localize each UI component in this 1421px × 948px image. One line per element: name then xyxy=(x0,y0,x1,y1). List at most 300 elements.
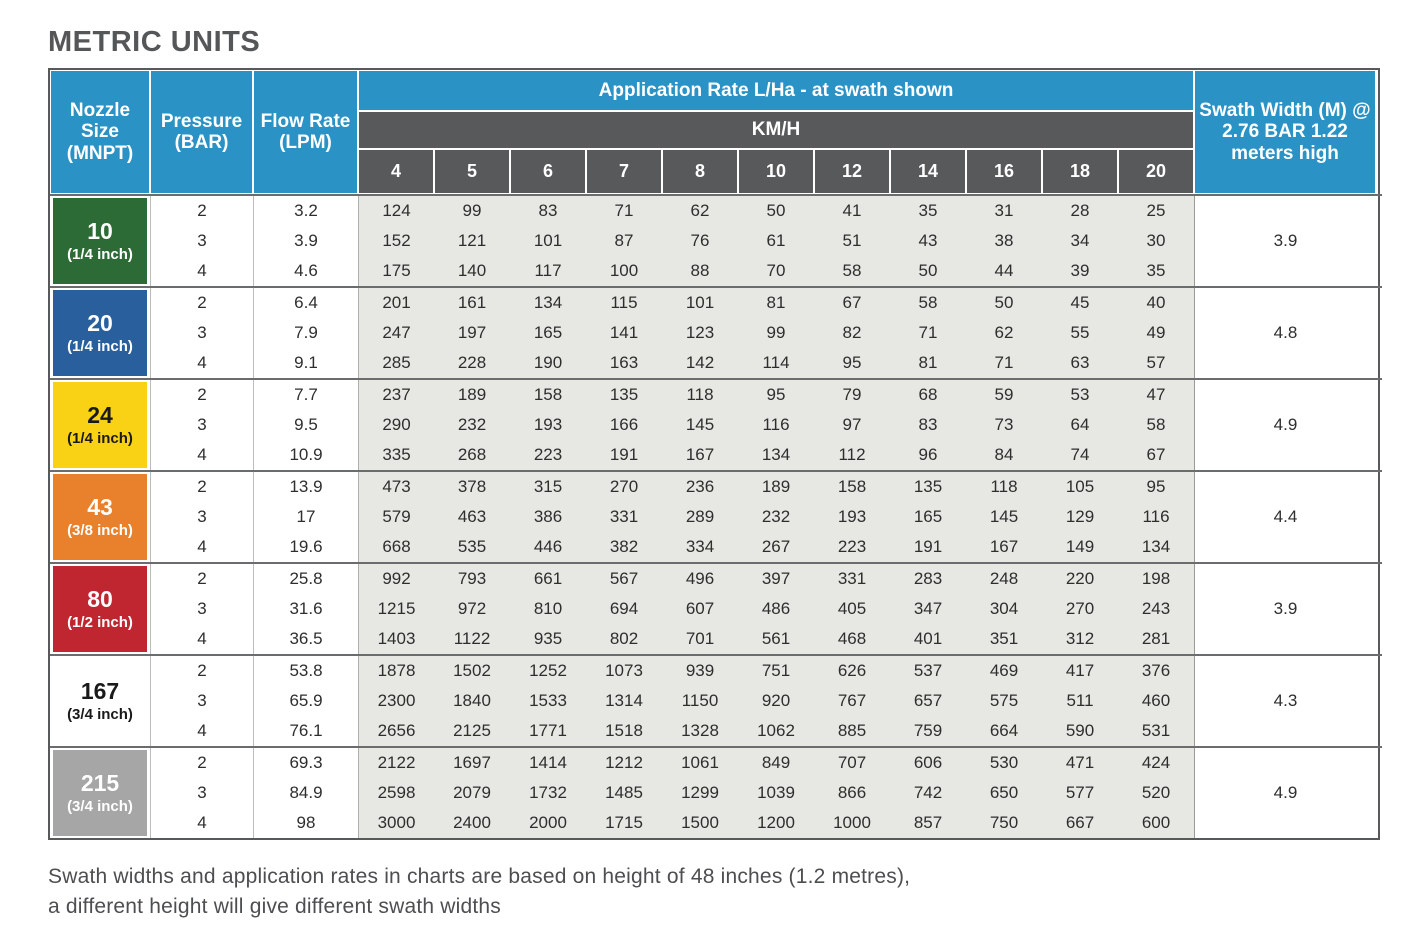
application-rate-cell: 114 xyxy=(738,348,814,378)
application-rate-cell: 607 xyxy=(662,594,738,624)
application-rate-cell: 232 xyxy=(434,410,510,440)
application-rate-cell: 58 xyxy=(890,288,966,318)
pressure-cell: 4 xyxy=(150,532,253,562)
application-rate-cell: 62 xyxy=(662,196,738,226)
application-rate-cell: 87 xyxy=(586,226,662,256)
application-rate-cell: 167 xyxy=(966,532,1042,562)
application-rate-cell: 38 xyxy=(966,226,1042,256)
application-rate-cell: 201 xyxy=(358,288,434,318)
application-rate-cell: 189 xyxy=(738,472,814,502)
pressure-cell: 3 xyxy=(150,318,253,348)
application-rate-cell: 2122 xyxy=(358,748,434,778)
application-rate-cell: 121 xyxy=(434,226,510,256)
application-rate-cell: 511 xyxy=(1042,686,1118,716)
application-rate-cell: 220 xyxy=(1042,564,1118,594)
application-rate-cell: 405 xyxy=(814,594,890,624)
application-rate-cell: 44 xyxy=(966,256,1042,286)
nozzle-group-215 xyxy=(50,746,1382,838)
application-rate-cell: 1502 xyxy=(434,656,510,686)
application-rate-cell: 41 xyxy=(814,196,890,226)
application-rate-cell: 382 xyxy=(586,532,662,562)
application-rate-cell: 1200 xyxy=(738,808,814,838)
col-header-application-rate: Application Rate L/Ha - at swath shown xyxy=(358,70,1194,111)
application-rate-cell: 2598 xyxy=(358,778,434,808)
flow-rate-cell: 65.9 xyxy=(253,686,358,716)
pressure-cell: 2 xyxy=(150,472,253,502)
flow-rate-cell: 9.1 xyxy=(253,348,358,378)
application-rate-cell: 67 xyxy=(1118,440,1194,470)
application-rate-cell: 95 xyxy=(1118,472,1194,502)
col-header-flow-rate: Flow Rate (LPM) xyxy=(253,70,358,194)
application-rate-cell: 99 xyxy=(738,318,814,348)
application-rate-cell: 167 xyxy=(662,440,738,470)
nozzle-number: 20 xyxy=(87,310,113,337)
pressure-cell: 4 xyxy=(150,716,253,746)
nozzle-number: 167 xyxy=(80,678,120,705)
pressure-cell: 4 xyxy=(150,624,253,654)
nozzle-size-cell xyxy=(50,748,150,838)
pressure-cell: 3 xyxy=(150,410,253,440)
application-rate-cell: 117 xyxy=(510,256,586,286)
application-rate-cell: 236 xyxy=(662,472,738,502)
application-rate-cell: 191 xyxy=(890,532,966,562)
nozzle-size-cell xyxy=(50,288,150,378)
application-rate-cell: 232 xyxy=(738,502,814,532)
application-rate-cell: 537 xyxy=(890,656,966,686)
application-rate-cell: 751 xyxy=(738,656,814,686)
application-rate-cell: 152 xyxy=(358,226,434,256)
application-rate-cell: 577 xyxy=(1042,778,1118,808)
pressure-cell: 3 xyxy=(150,502,253,532)
application-rate-cell: 270 xyxy=(1042,594,1118,624)
application-rate-cell: 95 xyxy=(738,380,814,410)
speed-header-cell: 16 xyxy=(966,149,1042,194)
flow-rate-cell: 4.6 xyxy=(253,256,358,286)
application-rate-cell: 417 xyxy=(1042,656,1118,686)
application-rate-cell: 63 xyxy=(1042,348,1118,378)
flow-rate-cell: 98 xyxy=(253,808,358,838)
application-rate-cell: 88 xyxy=(662,256,738,286)
application-rate-cell: 281 xyxy=(1118,624,1194,654)
swath-width-cell: 4.3 xyxy=(1194,656,1376,746)
flow-rate-cell: 69.3 xyxy=(253,748,358,778)
nozzle-group-43 xyxy=(50,470,1382,562)
application-rate-cell: 55 xyxy=(1042,318,1118,348)
application-rate-cell: 105 xyxy=(1042,472,1118,502)
swath-width-cell: 4.9 xyxy=(1194,380,1376,470)
nozzle-size-cell xyxy=(50,656,150,746)
col-header-kmh: KM/H xyxy=(358,111,1194,149)
application-rate-cell: 71 xyxy=(586,196,662,226)
application-rate-cell: 1299 xyxy=(662,778,738,808)
application-rate-cell: 1715 xyxy=(586,808,662,838)
flow-rate-cell: 3.9 xyxy=(253,226,358,256)
application-rate-cell: 145 xyxy=(662,410,738,440)
application-rate-cell: 530 xyxy=(966,748,1042,778)
table-header xyxy=(48,68,1380,194)
application-rate-cell: 158 xyxy=(510,380,586,410)
application-rate-cell: 40 xyxy=(1118,288,1194,318)
nozzle-group-24 xyxy=(50,378,1382,470)
application-rate-cell: 124 xyxy=(358,196,434,226)
nozzle-group-167 xyxy=(50,654,1382,746)
application-rate-cell: 223 xyxy=(814,532,890,562)
speed-header-cell: 8 xyxy=(662,149,738,194)
application-rate-cell: 70 xyxy=(738,256,814,286)
flow-rate-cell: 19.6 xyxy=(253,532,358,562)
application-rate-cell: 25 xyxy=(1118,196,1194,226)
application-rate-cell: 101 xyxy=(510,226,586,256)
speed-header-cell: 7 xyxy=(586,149,662,194)
application-rate-cell: 334 xyxy=(662,532,738,562)
application-rate-cell: 142 xyxy=(662,348,738,378)
application-rate-cell: 1039 xyxy=(738,778,814,808)
application-rate-cell: 223 xyxy=(510,440,586,470)
application-rate-cell: 1314 xyxy=(586,686,662,716)
application-rate-cell: 39 xyxy=(1042,256,1118,286)
application-rate-cell: 1771 xyxy=(510,716,586,746)
nozzle-number: 24 xyxy=(87,402,113,429)
nozzle-number: 80 xyxy=(87,586,113,613)
pressure-cell: 4 xyxy=(150,808,253,838)
pressure-cell: 2 xyxy=(150,196,253,226)
application-rate-cell: 166 xyxy=(586,410,662,440)
application-rate-cell: 81 xyxy=(890,348,966,378)
application-rate-cell: 600 xyxy=(1118,808,1194,838)
pressure-cell: 2 xyxy=(150,564,253,594)
application-rate-cell: 290 xyxy=(358,410,434,440)
application-rate-cell: 116 xyxy=(1118,502,1194,532)
application-rate-cell: 45 xyxy=(1042,288,1118,318)
application-rate-cell: 76 xyxy=(662,226,738,256)
application-rate-cell: 83 xyxy=(510,196,586,226)
flow-rate-cell: 6.4 xyxy=(253,288,358,318)
swath-width-cell: 4.9 xyxy=(1194,748,1376,838)
speed-header-cell: 20 xyxy=(1118,149,1194,194)
application-rate-cell: 1073 xyxy=(586,656,662,686)
nozzle-size-cell xyxy=(50,196,150,286)
application-rate-cell: 158 xyxy=(814,472,890,502)
application-rate-cell: 972 xyxy=(434,594,510,624)
application-rate-cell: 82 xyxy=(814,318,890,348)
application-rate-cell: 331 xyxy=(814,564,890,594)
speed-header-cell: 6 xyxy=(510,149,586,194)
application-rate-cell: 285 xyxy=(358,348,434,378)
nozzle-group-20 xyxy=(50,286,1382,378)
application-rate-cell: 49 xyxy=(1118,318,1194,348)
application-rate-cell: 51 xyxy=(814,226,890,256)
application-rate-cell: 149 xyxy=(1042,532,1118,562)
application-rate-cell: 810 xyxy=(510,594,586,624)
application-rate-cell: 1215 xyxy=(358,594,434,624)
application-rate-cell: 1122 xyxy=(434,624,510,654)
nozzle-thread-size: (3/8 inch) xyxy=(67,522,133,539)
pressure-cell: 2 xyxy=(150,748,253,778)
application-rate-cell: 567 xyxy=(586,564,662,594)
application-rate-cell: 486 xyxy=(738,594,814,624)
application-rate-cell: 535 xyxy=(434,532,510,562)
nozzle-thread-size: (1/2 inch) xyxy=(67,614,133,631)
application-rate-cell: 667 xyxy=(1042,808,1118,838)
application-rate-cell: 1732 xyxy=(510,778,586,808)
application-rate-cell: 312 xyxy=(1042,624,1118,654)
footnote-line-2: a different height will give different swath widths xyxy=(48,895,502,919)
application-rate-cell: 81 xyxy=(738,288,814,318)
application-rate-cell: 101 xyxy=(662,288,738,318)
application-rate-cell: 58 xyxy=(814,256,890,286)
application-rate-cell: 68 xyxy=(890,380,966,410)
application-rate-cell: 145 xyxy=(966,502,1042,532)
application-rate-cell: 134 xyxy=(1118,532,1194,562)
application-rate-cell: 866 xyxy=(814,778,890,808)
application-rate-cell: 248 xyxy=(966,564,1042,594)
application-rate-cell: 2400 xyxy=(434,808,510,838)
application-rate-cell: 50 xyxy=(890,256,966,286)
flow-rate-cell: 13.9 xyxy=(253,472,358,502)
application-rate-cell: 857 xyxy=(890,808,966,838)
speed-header-cell: 14 xyxy=(890,149,966,194)
application-rate-cell: 849 xyxy=(738,748,814,778)
application-rate-cell: 31 xyxy=(966,196,1042,226)
application-rate-cell: 140 xyxy=(434,256,510,286)
application-rate-cell: 59 xyxy=(966,380,1042,410)
application-rate-cell: 62 xyxy=(966,318,1042,348)
application-rate-cell: 531 xyxy=(1118,716,1194,746)
application-rate-cell: 35 xyxy=(1118,256,1194,286)
application-rate-cell: 2300 xyxy=(358,686,434,716)
application-rate-cell: 2656 xyxy=(358,716,434,746)
application-rate-cell: 47 xyxy=(1118,380,1194,410)
application-rate-cell: 793 xyxy=(434,564,510,594)
pressure-cell: 3 xyxy=(150,226,253,256)
application-rate-cell: 96 xyxy=(890,440,966,470)
application-rate-cell: 191 xyxy=(586,440,662,470)
application-rate-cell: 97 xyxy=(814,410,890,440)
application-rate-cell: 335 xyxy=(358,440,434,470)
application-rate-cell: 590 xyxy=(1042,716,1118,746)
application-rate-cell: 446 xyxy=(510,532,586,562)
application-rate-cell: 469 xyxy=(966,656,1042,686)
application-rate-cell: 750 xyxy=(966,808,1042,838)
application-rate-cell: 473 xyxy=(358,472,434,502)
application-rate-cell: 67 xyxy=(814,288,890,318)
application-rate-cell: 626 xyxy=(814,656,890,686)
application-rate-cell: 657 xyxy=(890,686,966,716)
application-rate-cell: 71 xyxy=(966,348,1042,378)
swath-width-cell: 3.9 xyxy=(1194,564,1376,654)
application-rate-cell: 270 xyxy=(586,472,662,502)
application-rate-cell: 193 xyxy=(510,410,586,440)
application-rate-cell: 243 xyxy=(1118,594,1194,624)
pressure-cell: 2 xyxy=(150,656,253,686)
application-rate-cell: 34 xyxy=(1042,226,1118,256)
application-rate-cell: 1414 xyxy=(510,748,586,778)
application-rate-cell: 376 xyxy=(1118,656,1194,686)
application-rate-cell: 664 xyxy=(966,716,1042,746)
pressure-cell: 4 xyxy=(150,348,253,378)
nozzle-number: 43 xyxy=(87,494,113,521)
application-rate-cell: 351 xyxy=(966,624,1042,654)
application-rate-cell: 268 xyxy=(434,440,510,470)
application-rate-cell: 1150 xyxy=(662,686,738,716)
application-rate-cell: 35 xyxy=(890,196,966,226)
pressure-cell: 2 xyxy=(150,288,253,318)
application-rate-cell: 135 xyxy=(586,380,662,410)
application-rate-cell: 283 xyxy=(890,564,966,594)
application-rate-cell: 992 xyxy=(358,564,434,594)
application-rate-cell: 920 xyxy=(738,686,814,716)
application-rate-cell: 2000 xyxy=(510,808,586,838)
application-rate-cell: 28 xyxy=(1042,196,1118,226)
nozzle-group-80 xyxy=(50,562,1382,654)
swath-width-cell: 4.8 xyxy=(1194,288,1376,378)
nozzle-thread-size: (3/4 inch) xyxy=(67,706,133,723)
application-rate-cell: 116 xyxy=(738,410,814,440)
application-rate-cell: 189 xyxy=(434,380,510,410)
speed-header-cell: 12 xyxy=(814,149,890,194)
application-rate-cell: 73 xyxy=(966,410,1042,440)
application-rate-cell: 650 xyxy=(966,778,1042,808)
application-rate-cell: 289 xyxy=(662,502,738,532)
application-rate-cell: 134 xyxy=(738,440,814,470)
application-rate-cell: 378 xyxy=(434,472,510,502)
nozzle-size-cell xyxy=(50,472,150,562)
footnote xyxy=(48,862,1421,923)
application-rate-cell: 707 xyxy=(814,748,890,778)
application-rate-cell: 661 xyxy=(510,564,586,594)
nozzle-size-cell xyxy=(50,380,150,470)
application-rate-cell: 331 xyxy=(586,502,662,532)
flow-rate-cell: 9.5 xyxy=(253,410,358,440)
footnote-line-1: Swath widths and application rates in charts are based on height of 48 inches (1.2 metres), xyxy=(48,865,911,888)
application-rate-cell: 463 xyxy=(434,502,510,532)
application-rate-cell: 74 xyxy=(1042,440,1118,470)
nozzle-thread-size: (1/4 inch) xyxy=(67,430,133,447)
flow-rate-cell: 84.9 xyxy=(253,778,358,808)
application-rate-cell: 53 xyxy=(1042,380,1118,410)
flow-rate-cell: 3.2 xyxy=(253,196,358,226)
application-rate-cell: 95 xyxy=(814,348,890,378)
pressure-cell: 3 xyxy=(150,778,253,808)
application-rate-cell: 424 xyxy=(1118,748,1194,778)
application-rate-cell: 115 xyxy=(586,288,662,318)
application-rate-cell: 161 xyxy=(434,288,510,318)
application-rate-cell: 742 xyxy=(890,778,966,808)
application-rate-cell: 802 xyxy=(586,624,662,654)
application-rate-cell: 123 xyxy=(662,318,738,348)
nozzle-number: 215 xyxy=(80,770,120,797)
speed-header-cell: 18 xyxy=(1042,149,1118,194)
application-rate-cell: 579 xyxy=(358,502,434,532)
flow-rate-cell: 7.7 xyxy=(253,380,358,410)
application-rate-cell: 267 xyxy=(738,532,814,562)
application-rate-cell: 163 xyxy=(586,348,662,378)
application-rate-cell: 99 xyxy=(434,196,510,226)
application-rate-cell: 247 xyxy=(358,318,434,348)
nozzle-number: 10 xyxy=(87,218,113,245)
col-header-nozzle-size: Nozzle Size (MNPT) xyxy=(50,70,150,194)
application-rate-cell: 118 xyxy=(966,472,1042,502)
application-rate-cell: 165 xyxy=(890,502,966,532)
application-rate-cell: 759 xyxy=(890,716,966,746)
application-rate-cell: 1878 xyxy=(358,656,434,686)
application-rate-cell: 1000 xyxy=(814,808,890,838)
application-rate-cell: 1840 xyxy=(434,686,510,716)
application-rate-cell: 2125 xyxy=(434,716,510,746)
application-rate-cell: 935 xyxy=(510,624,586,654)
application-rate-cell: 1533 xyxy=(510,686,586,716)
application-rate-cell: 3000 xyxy=(358,808,434,838)
application-rate-cell: 468 xyxy=(814,624,890,654)
flow-rate-cell: 25.8 xyxy=(253,564,358,594)
application-rate-cell: 460 xyxy=(1118,686,1194,716)
application-rate-cell: 100 xyxy=(586,256,662,286)
application-rate-cell: 50 xyxy=(966,288,1042,318)
application-rate-cell: 64 xyxy=(1042,410,1118,440)
application-rate-cell: 84 xyxy=(966,440,1042,470)
pressure-cell: 3 xyxy=(150,686,253,716)
application-rate-cell: 141 xyxy=(586,318,662,348)
application-rate-cell: 694 xyxy=(586,594,662,624)
application-rate-cell: 397 xyxy=(738,564,814,594)
application-rate-cell: 57 xyxy=(1118,348,1194,378)
application-rate-cell: 71 xyxy=(890,318,966,348)
application-rate-cell: 1485 xyxy=(586,778,662,808)
application-rate-cell: 2079 xyxy=(434,778,510,808)
pressure-cell: 4 xyxy=(150,256,253,286)
application-rate-cell: 135 xyxy=(890,472,966,502)
flow-rate-cell: 53.8 xyxy=(253,656,358,686)
application-rate-cell: 61 xyxy=(738,226,814,256)
application-rate-cell: 701 xyxy=(662,624,738,654)
col-header-pressure: Pressure (BAR) xyxy=(150,70,253,194)
swath-width-cell: 3.9 xyxy=(1194,196,1376,286)
application-rate-cell: 668 xyxy=(358,532,434,562)
flow-rate-cell: 10.9 xyxy=(253,440,358,470)
application-rate-cell: 496 xyxy=(662,564,738,594)
application-rate-cell: 30 xyxy=(1118,226,1194,256)
application-rate-cell: 575 xyxy=(966,686,1042,716)
application-rate-cell: 1403 xyxy=(358,624,434,654)
application-rate-cell: 939 xyxy=(662,656,738,686)
nozzle-thread-size: (1/4 inch) xyxy=(67,246,133,263)
pressure-cell: 3 xyxy=(150,594,253,624)
flow-rate-cell: 17 xyxy=(253,502,358,532)
application-rate-cell: 129 xyxy=(1042,502,1118,532)
application-rate-cell: 134 xyxy=(510,288,586,318)
application-rate-cell: 118 xyxy=(662,380,738,410)
flow-rate-cell: 76.1 xyxy=(253,716,358,746)
nozzle-group-10 xyxy=(50,194,1382,286)
flow-rate-cell: 31.6 xyxy=(253,594,358,624)
page-title: METRIC UNITS xyxy=(48,26,261,58)
application-rate-cell: 112 xyxy=(814,440,890,470)
application-rate-cell: 315 xyxy=(510,472,586,502)
application-rate-cell: 401 xyxy=(890,624,966,654)
pressure-cell: 4 xyxy=(150,440,253,470)
flow-rate-cell: 7.9 xyxy=(253,318,358,348)
application-rate-cell: 386 xyxy=(510,502,586,532)
application-rate-cell: 347 xyxy=(890,594,966,624)
application-rate-cell: 1697 xyxy=(434,748,510,778)
application-rate-cell: 79 xyxy=(814,380,890,410)
speed-header-cell: 5 xyxy=(434,149,510,194)
application-rate-cell: 58 xyxy=(1118,410,1194,440)
application-rate-cell: 175 xyxy=(358,256,434,286)
speed-header-cell: 10 xyxy=(738,149,814,194)
application-rate-cell: 1061 xyxy=(662,748,738,778)
application-rate-cell: 304 xyxy=(966,594,1042,624)
